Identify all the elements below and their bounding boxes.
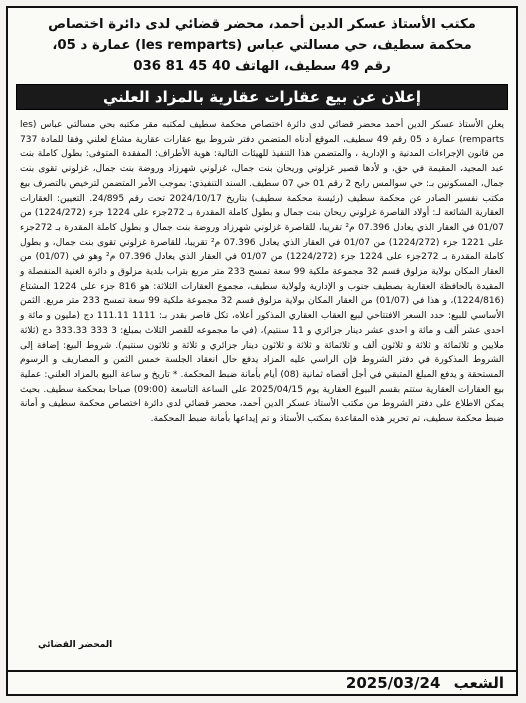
header-line-3: رقم 49 سطيف، الهاتف 40 45 81 036 <box>133 59 391 74</box>
newspaper-name: الشعب <box>453 674 504 692</box>
header-line-2: محكمة سطيف، حي مسالتي عباس (les remparts) عمارة د 05، <box>52 38 472 53</box>
announcement-page <box>6 6 518 696</box>
newspaper-footer <box>8 670 516 694</box>
announcement-title-banner: إعلان عن بيع عقارات عقارية بالمزاد العلني <box>16 84 508 110</box>
bailiff-signature: المحضر القضائي <box>38 640 113 650</box>
publication-date: 2025/03/24 <box>345 674 441 692</box>
announcement-body <box>8 112 516 641</box>
office-header <box>8 8 516 81</box>
body-paragraph: يعلن الأستاذ عسكر الدين أحمد محضر قضائي لدى دائرة اختصاص محكمة سطيف لمكتبه مقر مكتبه بحي مسالتي عباس (les remparts) عمارة د 05 رقم 49 سطيف، الموقع أدناه المتضمن دفتر شروط بيع عقارات عقارية مشاع لعلني وفقا للمادة 737 من قانون الإجراءات المدنية و الإدارية ، والمتضمن هذا التنفيذ للهيئات التالية: هوية الأطراف: المفقدة المتوفى: بطول كاملة بنت عبد المجيد، المقيمة في حق، و لأدها قصير غزلوني وريحان بنت جمال، غزلوني شهرزاد وروضة بنت جمال، غزلوني تقوى بنت جمال، المسكونين بـ: حي سوالمس رابح 2 رقم 01 حي 07 سطيف. السند التنفيذي: بموجب الأمر المتضمن لترخيص بالتصرف بيع مكتب نفسير الصادر عن محكمة سطيف (رئيسة محكمة سطيف) بتاريخ 2024/10/17 تحت رقم 24/895. التعيين: العقارات العقارية الشائعة لـ: أولاد القاصرة غزلوني ريحان بنت جمال و بطول كاملة المقدرة بـ 272جزء على 1224 جزء (1224/272) من 01/07 في العقار الذي يعادل 07.396 م² تقريبا، للقاصرة غزلوني شهرزاد وروضة بنت جمال و بطول كاملة المقدرة بـ 272جزء على 1221 جزء (1224/272) من 01/07 في العقار الذي يعادل 07.396 م² تقريبا، للقاصرة غزلوني تقوى بنت جمال، و بطول كاملة المقدرة بـ 272جزء على 1224 جزء (1224/272) من 01/07 في العقار الذي يعادل 07.396 م² وهو في (01/07) من العقار المكان بولاية مزلوق قسم 32 مجموعة ملكية 99 سعة تمسح 233 متر مربع بتراب بلدية مزلوق و دائرة الغنية المنفصلة و المقيدة بالحافظة العقارية بصطيف جنوب و الإدارية ولولاية سطيف، مجموع العقارات الثلاثة: هو 816 جزء على 1224 المشتاع (1224/816)، و هذا في (01/07) من العقار المكان بولاية مزلوق قسم 32 مجموعة ملكية 99 سعة تمسح 233 متر مربع. الثمن الأساسي للبيع: حدد السعر الافتتاحي لبيع العقاب العقاري المذكور أعلاه، تكل قاصر بقدر بـ: 1111 111.11 دج (مليون و مائة و احدى عشر ألف و مائة و احدى عشر دينار جزائري و 11 سنتيم)، (في ما مجموعه للقصر الثلاث بمبلغ: 3 333 333.33 دج (ثلاثة ملايين و ثلاثمائة و ثلاثة و ثلاثون ألف و ثلاثمائة و ثلاثة و ثلاثون دينار جزائري و ثلاثة و ثلاثون سنتيم). شروط البيع: إضافة إلى الشروط المذكورة في دفتر الشروط فإن الراسي عليه المزاد يدفع حال انعقاد الجلسة خمس الثمن و المصاريف و الرسوم المستحقة و يدفع المبلغ المتبقي في أجل أقصاه ثمانية (08) أيام بأمانة ضبط المحكمة. * تاريخ و ساعة البيع بالمزاد العلني: عملية بيع العقارات العقارية ستتم بقسم البيوع العقارية يوم 2025/04/15 على الساعة التاسعة (09:00) صباحا بمحكمة سطيف. بحيث يمكن الاطلاع على دفتر الشروط من مكتب الأستاذ عسكر الدين أحمد، محضر قضائي لدى دائرة اختصاص محكمة سطيف و أمانة ضبط محكمة سطيف، تم تحرير هذه المقاعدة بمكتب الأستاذ و تم إيداعها بأمانة ضبط المحكمة. <box>20 120 505 425</box>
header-line-1: مكتب الأستاذ عسكر الدين أحمد، محضر قضائي لدى دائرة اختصاص <box>48 17 476 32</box>
